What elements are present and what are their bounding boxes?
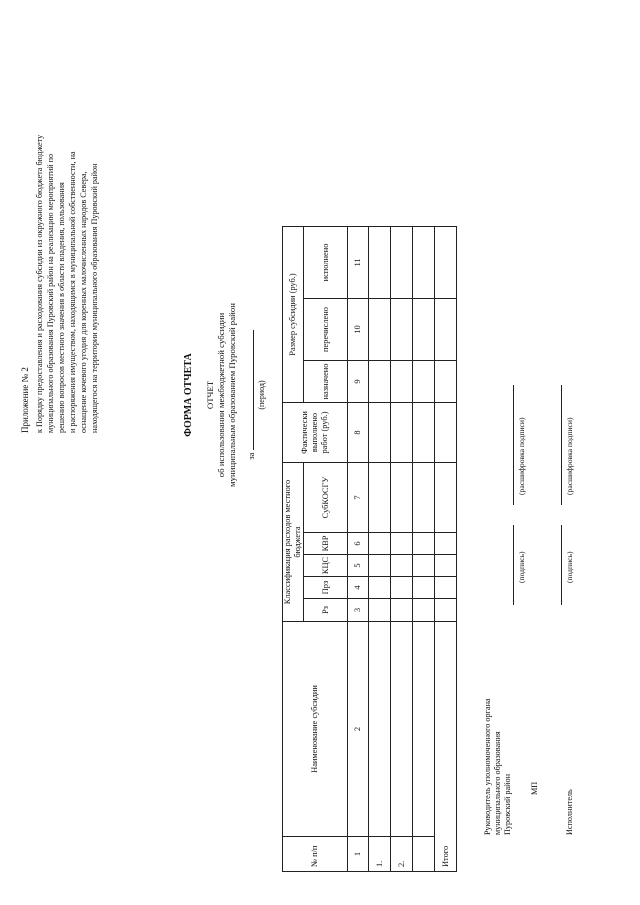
cell[interactable] — [391, 361, 413, 403]
table-row — [413, 227, 435, 872]
head-line-1: Руководитель уполномоченного органа — [483, 698, 492, 835]
period-prefix: за — [246, 452, 256, 460]
head-line-3: Пуровский район — [503, 773, 512, 835]
cell[interactable] — [413, 463, 435, 533]
form-title: ФОРМА ОТЧЕТА — [183, 353, 194, 437]
period-field[interactable] — [244, 330, 254, 450]
cell[interactable] — [413, 555, 435, 577]
header-num: № п/п — [283, 837, 348, 872]
annex-line: оснащение кочевого угодия для коренных малочисленных народов Севера, — [79, 171, 88, 433]
head-signature-hint: (подпись) — [517, 551, 526, 583]
cell[interactable] — [369, 299, 391, 361]
executor-decode-line[interactable] — [561, 385, 562, 505]
cell[interactable] — [435, 361, 457, 403]
head-decode-hint: (расшифровка подписи) — [517, 417, 526, 495]
cell[interactable] — [435, 533, 457, 555]
table-row — [391, 227, 413, 872]
cell[interactable] — [391, 299, 413, 361]
cell[interactable] — [413, 403, 435, 463]
cell[interactable] — [391, 463, 413, 533]
executor-signature-line[interactable] — [561, 525, 562, 605]
row-number: 1. — [369, 837, 391, 872]
report-subtitle-1: об использовании межбюджетной субсидии — [216, 312, 226, 478]
head-line-2: муниципального образования — [493, 731, 502, 835]
header-assigned: назначено — [304, 361, 348, 403]
cell[interactable] — [435, 227, 457, 299]
cell[interactable] — [391, 403, 413, 463]
col-number: 10 — [348, 299, 369, 361]
annex-title: Приложение № 2 — [20, 367, 30, 433]
annex-line: решению вопросов местного значения в области владения, пользования — [57, 182, 66, 433]
header-subkosgu: СубКОСГУ — [304, 463, 348, 533]
col-number: 1 — [348, 837, 369, 872]
executor-decode-hint: (расшифровка подписи) — [565, 417, 574, 495]
cell[interactable] — [413, 577, 435, 599]
head-signature-caption — [483, 605, 513, 835]
total-label: Итого — [435, 622, 457, 872]
col-number: 3 — [348, 599, 369, 622]
col-number: 9 — [348, 361, 369, 403]
report-table — [282, 226, 457, 872]
header-classification: Классификация расходов местного бюджета — [283, 463, 304, 622]
annex-block — [20, 33, 100, 433]
col-number: 4 — [348, 577, 369, 599]
total-row — [435, 227, 457, 872]
annex-line: муниципального образования Пуровский район на реализацию мероприятий по — [46, 153, 55, 433]
cell[interactable] — [391, 555, 413, 577]
period-row — [244, 185, 256, 605]
cell[interactable] — [369, 227, 391, 299]
header-executed: исполнено — [304, 227, 348, 299]
table-row — [369, 227, 391, 872]
cell[interactable] — [369, 577, 391, 599]
header-prz: Прз — [304, 577, 348, 599]
cell[interactable] — [435, 577, 457, 599]
col-number: 11 — [348, 227, 369, 299]
cell[interactable] — [435, 299, 457, 361]
cell[interactable] — [413, 599, 435, 622]
cell[interactable] — [369, 361, 391, 403]
header-subsidy-size: Размер субсидии (руб.) — [283, 227, 304, 403]
cell[interactable] — [435, 463, 457, 533]
header-kvr: КВР — [304, 533, 348, 555]
report-subtitle-2: муниципальным образованием Пуровский район — [227, 303, 237, 487]
col-number: 5 — [348, 555, 369, 577]
annex-line: к Порядку предоставления и расходования субсидии из окружного бюджета бюджету — [35, 134, 44, 433]
cell[interactable] — [369, 533, 391, 555]
head-signature-line[interactable] — [513, 525, 514, 605]
cell[interactable] — [369, 463, 391, 533]
cell[interactable] — [413, 622, 435, 837]
cell[interactable] — [391, 533, 413, 555]
row-number — [413, 837, 435, 872]
cell[interactable] — [391, 577, 413, 599]
report-heading-block — [205, 185, 238, 605]
cell[interactable] — [391, 622, 413, 837]
cell[interactable] — [413, 227, 435, 299]
report-heading: ОТЧЕТ — [205, 380, 215, 410]
cell[interactable] — [369, 403, 391, 463]
row-number: 2. — [391, 837, 413, 872]
executor-signature-hint: (подпись) — [565, 551, 574, 583]
annex-line: находящегося на территории муниципального образования Пуровский район — [90, 163, 99, 433]
header-kcs: КЦС — [304, 555, 348, 577]
head-decode-line[interactable] — [513, 385, 514, 505]
cell[interactable] — [391, 227, 413, 299]
cell[interactable] — [369, 599, 391, 622]
cell[interactable] — [435, 555, 457, 577]
col-number: 6 — [348, 533, 369, 555]
col-number: 7 — [348, 463, 369, 533]
annex-line: и распоряжения имуществом, находящимся в муниципальной собственности, на — [68, 151, 77, 433]
cell[interactable] — [413, 361, 435, 403]
header-actual: Фактически выполнено работ (руб.) — [283, 403, 348, 463]
cell[interactable] — [413, 533, 435, 555]
cell[interactable] — [369, 555, 391, 577]
cell[interactable] — [435, 403, 457, 463]
cell[interactable] — [391, 599, 413, 622]
col-number: 2 — [348, 622, 369, 837]
col-number: 8 — [348, 403, 369, 463]
header-name: Наименование субсидии — [283, 622, 348, 837]
stamp-label: МП — [530, 781, 539, 795]
cell[interactable] — [413, 299, 435, 361]
header-rz: Рз — [304, 599, 348, 622]
period-label: (период) — [257, 380, 266, 410]
cell[interactable] — [369, 622, 391, 837]
executor-label: Исполнитель — [565, 789, 574, 835]
header-transferred: перечислено — [304, 299, 348, 361]
cell[interactable] — [435, 599, 457, 622]
